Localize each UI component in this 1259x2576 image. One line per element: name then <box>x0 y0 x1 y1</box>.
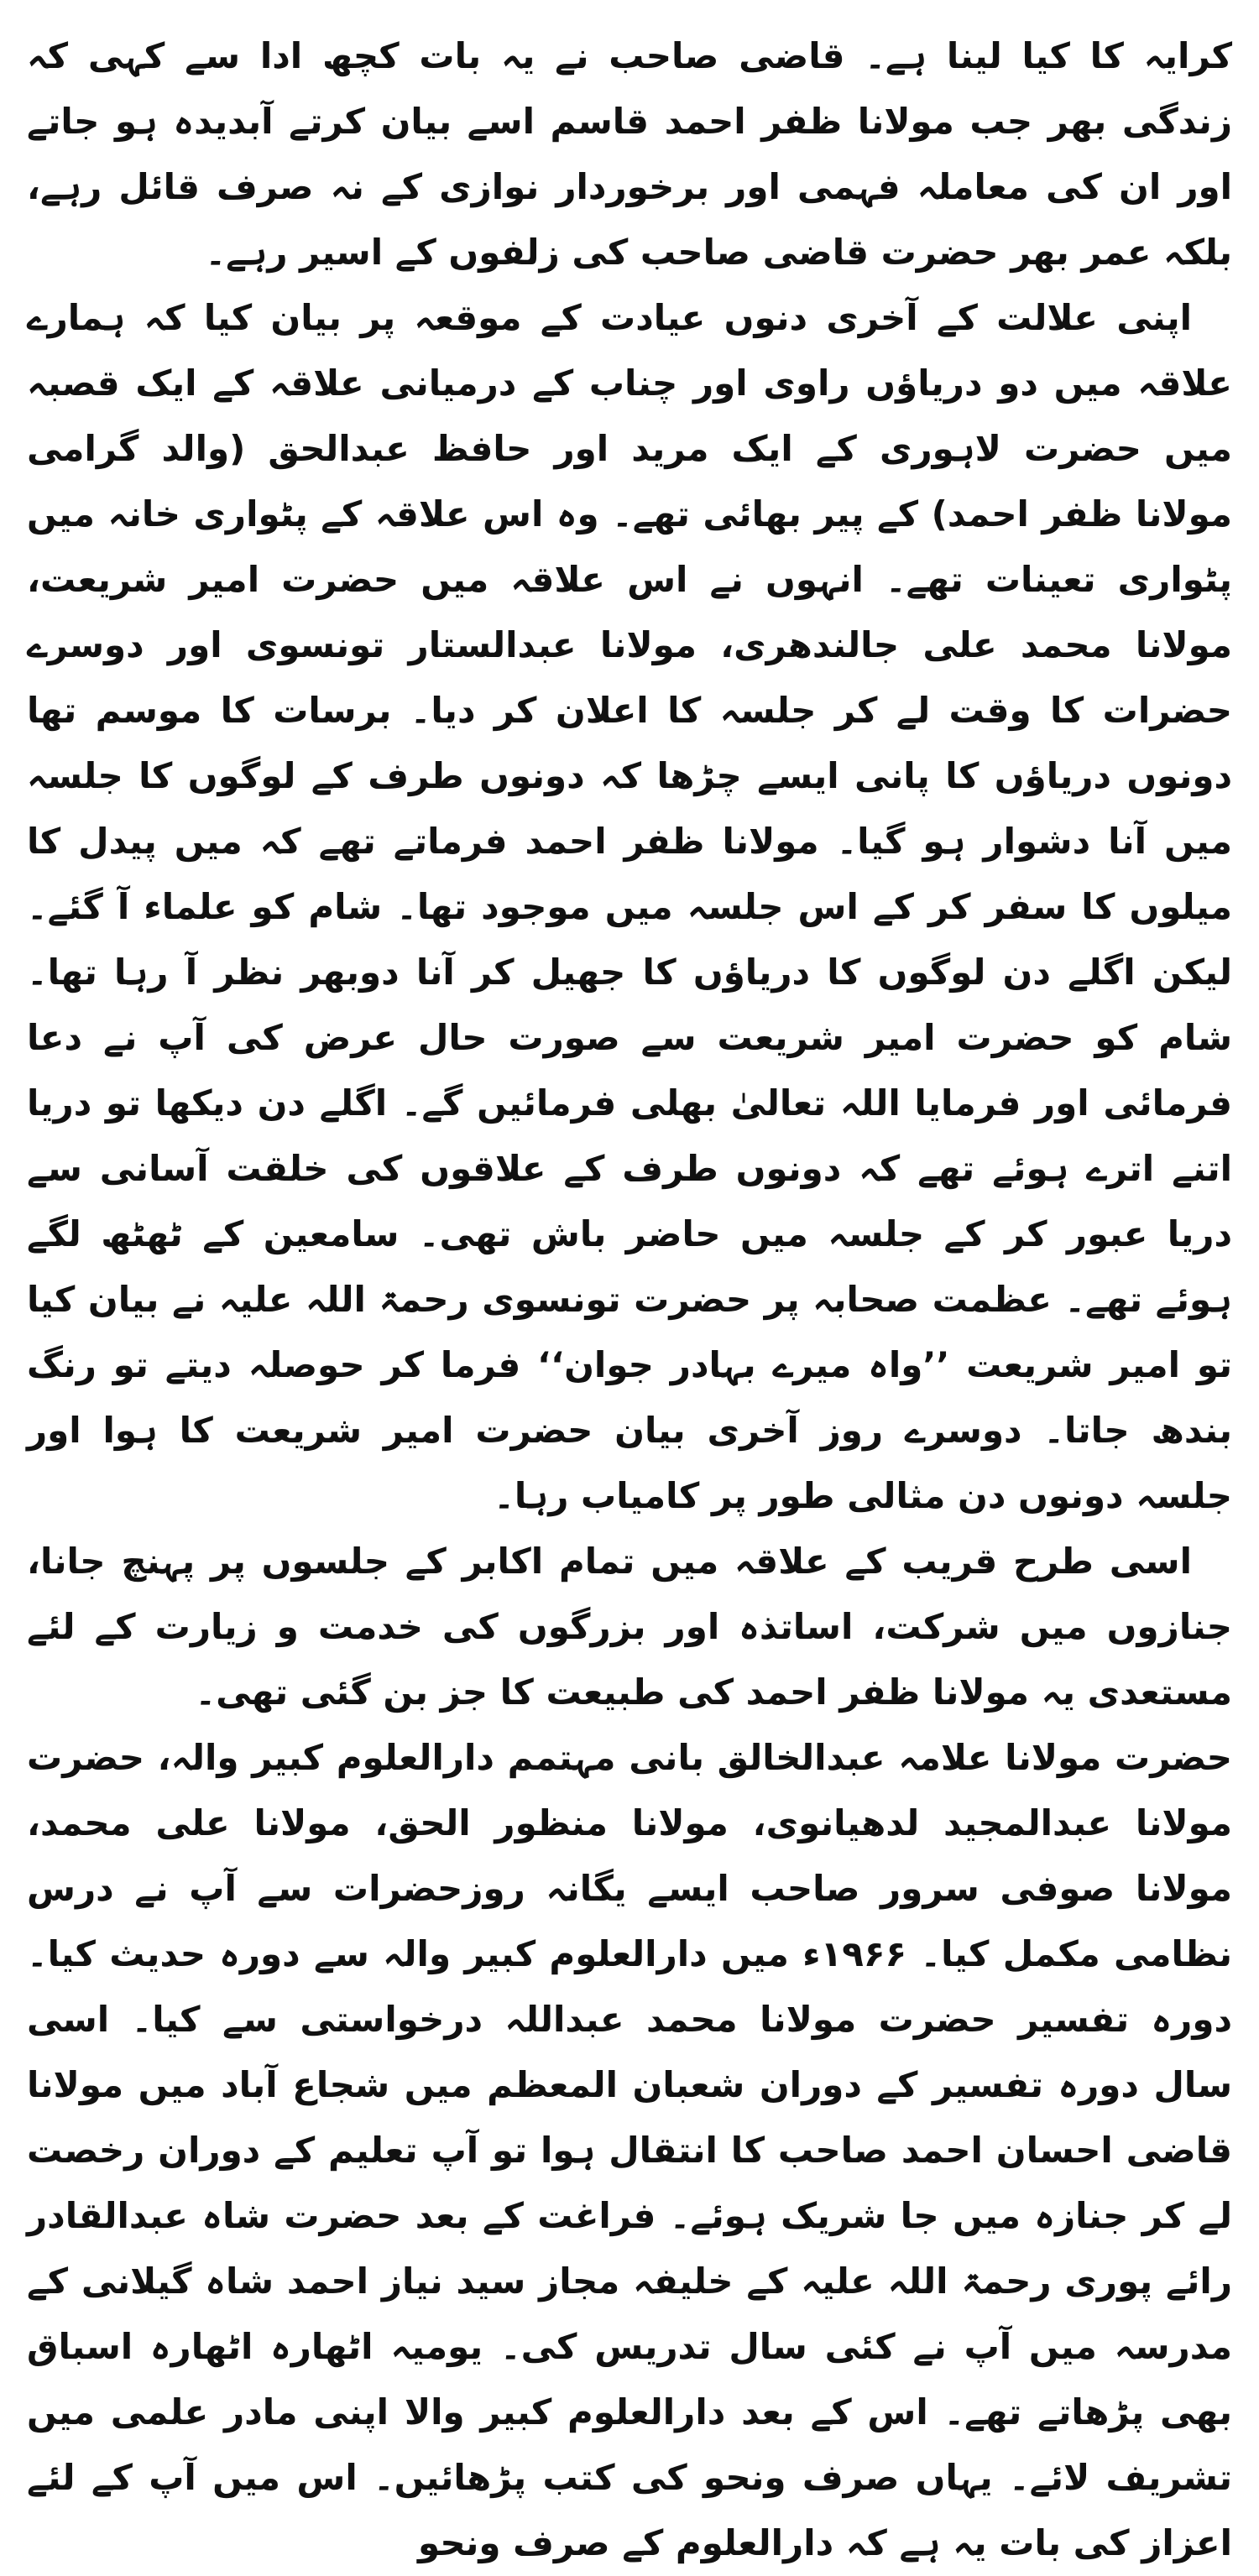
document-page <box>27 23 1232 2563</box>
paragraph: اپنی علالت کے آخری دنوں عیادت کے موقعہ پر بیان کیا کہ ہمارے علاقہ میں دو دریاؤں راوی اور چناب کے درمیانی علاقہ کے ایک قصبہ میں حضرت لاہوری کے ایک مرید اور حافظ عبدالحق (والد گرامی مولانا ظفر احمد) کے پیر بھائی تھے۔ وہ اس علاقہ کے پٹواری خانہ میں پٹواری تعینات تھے۔ انہوں نے اس علاقہ میں حضرت امیر شریعت، مولانا محمد علی جالندھری، مولانا عبدالستار تونسوی اور دوسرے حضرات کا وقت لے کر جلسہ کا اعلان کر دیا۔ برسات کا موسم تھا دونوں دریاؤں کا پانی ایسے چڑھا کہ دونوں طرف کے لوگوں کا جلسہ میں آنا دشوار ہو گیا۔ مولانا ظفر احمد فرماتے تھے کہ میں پیدل کا میلوں کا سفر کر کے اس جلسہ میں موجود تھا۔ شام کو علماء آ گئے۔ لیکن اگلے دن لوگوں کا دریاؤں کا جھیل کر آنا دوبھر نظر آ رہا تھا۔ شام کو حضرت امیر شریعت سے صورت حال عرض کی آپ نے دعا فرمائی اور فرمایا اللہ تعالیٰ بھلی فرمائیں گے۔ اگلے دن دیکھا تو دریا اتنے اترے ہوئے تھے کہ دونوں طرف کے علاقوں کی خلقت آسانی سے دریا عبور کر کے جلسہ میں حاضر باش تھی۔ سامعین کے ٹھٹھ لگے ہوئے تھے۔ عظمت صحابہ پر حضرت تونسوی رحمۃ اللہ علیہ نے بیان کیا تو امیر شریعت ’’واہ میرے بہادر جوان‘‘ فرما کر حوصلہ دیتے تو رنگ بندھ جاتا۔ دوسرے روز آخری بیان حضرت امیر شریعت کا ہوا اور جلسہ دونوں دن مثالی طور پر کامیاب رہا۔ <box>27 297 1232 1516</box>
paragraph: کرایہ کا کیا لینا ہے۔ قاضی صاحب نے یہ بات کچھ ادا سے کہی کہ زندگی بھر جب مولانا ظفر احمد قاسم اسے بیان کرتے آبدیدہ ہو جاتے اور ان کی معاملہ فہمی اور برخوردار نوازی کے نہ صرف قائل رہے، بلکہ عمر بھر حضرت قاضی صاحب کی زلفوں کے اسیر رہے۔ <box>27 35 1232 273</box>
paragraph: حضرت مولانا علامہ عبدالخالق بانی مہتمم دارالعلوم کبیر والہ، حضرت مولانا عبدالمجید لدھیانوی، مولانا منظور الحق، مولانا علی محمد، مولانا صوفی سرور صاحب ایسے یگانہ روزحضرات سے آپ نے درس نظامی مکمل کیا۔ ۱۹۶۶ء میں دارالعلوم کبیر والہ سے دورہ حدیث کیا۔ دورہ تفسیر حضرت مولانا محمد عبداللہ درخواستی سے کیا۔ اسی سال دورہ تفسیر کے دوران شعبان المعظم میں شجاع آباد میں مولانا قاضی احسان احمد صاحب کا انتقال ہوا تو آپ تعلیم کے دوران رخصت لے کر جنازہ میں جا شریک ہوئے۔ فراغت کے بعد حضرت شاہ عبدالقادر رائے پوری رحمۃ اللہ علیہ کے خلیفہ مجاز سید نیاز احمد شاہ گیلانی کے مدرسہ میں آپ نے کئی سال تدریس کی۔ یومیہ اٹھارہ اٹھارہ اسباق بھی پڑھاتے تھے۔ اس کے بعد دارالعلوم کبیر والا اپنی مادر علمی میں تشریف لائے۔ یہاں صرف ونحو کی کتب پڑھائیں۔ اس میں آپ کے لئے اعزاز کی بات یہ ہے کہ دارالعلوم کے صرف ونحو <box>27 1737 1232 2563</box>
paragraph: اسی طرح قریب کے علاقہ میں تمام اکابر کے جلسوں پر پہنچ جانا، جنازوں میں شرکت، اساتذہ اور بزرگوں کی خدمت و زیارت کے لئے مستعدی یہ مولانا ظفر احمد کی طبیعت کا جز بن گئی تھی۔ <box>27 1541 1232 1713</box>
